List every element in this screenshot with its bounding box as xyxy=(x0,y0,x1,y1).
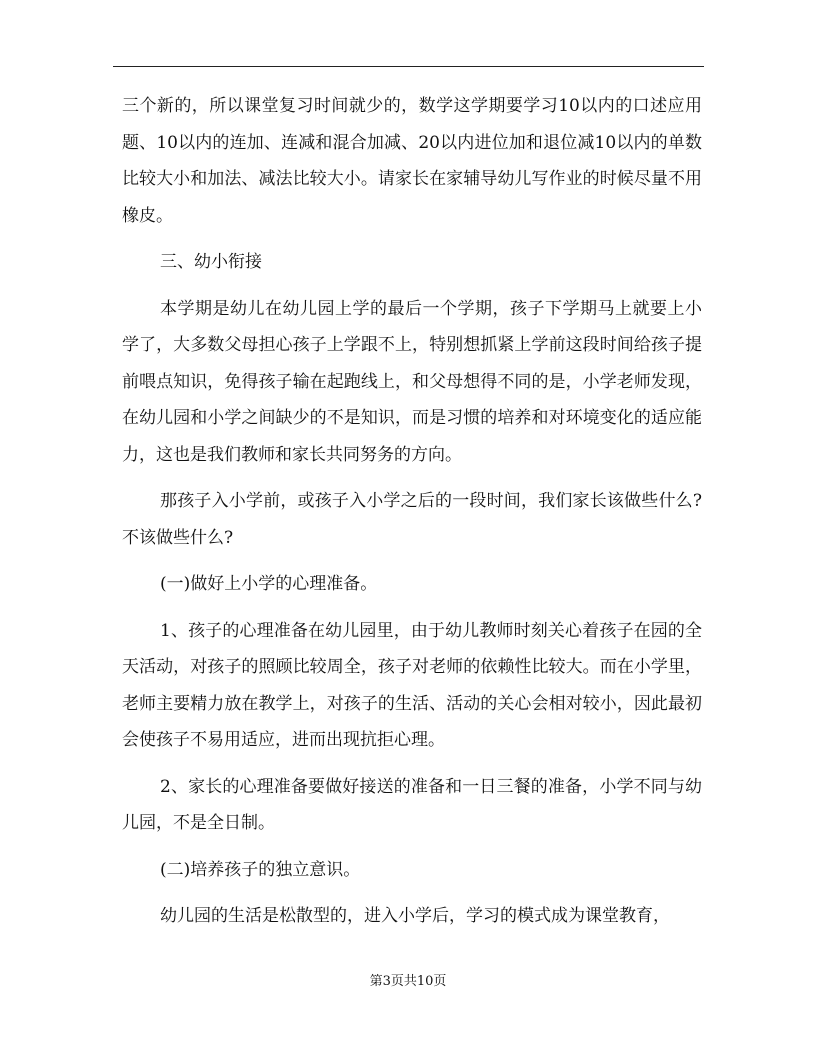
header-rule xyxy=(113,66,704,67)
paragraph-6: 1、孩子的心理准备在幼儿园里，由于幼儿教师时刻关心着孩子在园的全天活动，对孩子的照顾比较周全，孩子对老师的依赖性比较大。而在小学里，老师主要精力放在教学上，对孩子的生活、活动的关心会相对较小，因此最初会使孩子不易用适应，进而出现抗拒心理。 xyxy=(122,620,702,750)
paragraph-9: 幼儿园的生活是松散型的，进入小学后，学习的模式成为课堂教育， xyxy=(160,906,670,926)
paragraph-7: 2、家长的心理准备要做好接送的准备和一日三餐的准备，小学不同与幼儿园，不是全日制。 xyxy=(122,776,702,833)
subheading-independence: (二)培养孩子的独立意识。 xyxy=(160,859,361,880)
paragraph-1: 三个新的，所以课堂复习时间就少的，数学这学期要学习10以内的口述应用题、10以内的连加、连减和混合加减、20以内进位加和退位减10以内的单数比较大小和加法、减法比较大小。请家长在家辅导幼儿写作业的时候尽量不用橡皮。 xyxy=(122,96,702,226)
paragraph-4: 那孩子入小学前，或孩子入小学之后的一段时间，我们家长该做些什么?不该做些什么? xyxy=(122,491,702,548)
page-footer: 第3页共10页 xyxy=(369,974,447,989)
body-text xyxy=(122,88,702,945)
section-heading-transition: 三、幼小衔接 xyxy=(160,252,262,272)
paragraph-3: 本学期是幼儿在幼儿园上学的最后一个学期，孩子下学期马上就要上小学了，大多数父母担心孩子上学跟不上，特别想抓紧上学前这段时间给孩子提前喂点知识，免得孩子输在起跑线上，和父母想得不同的是，小学老师发现，在幼儿园和小学之间缺少的不是知识，而是习惯的培养和对环境变化的适应能力，这也是我们教师和家长共同努务的方向。 xyxy=(122,298,702,465)
subheading-psychological-prep: (一)做好上小学的心理准备。 xyxy=(160,574,378,594)
